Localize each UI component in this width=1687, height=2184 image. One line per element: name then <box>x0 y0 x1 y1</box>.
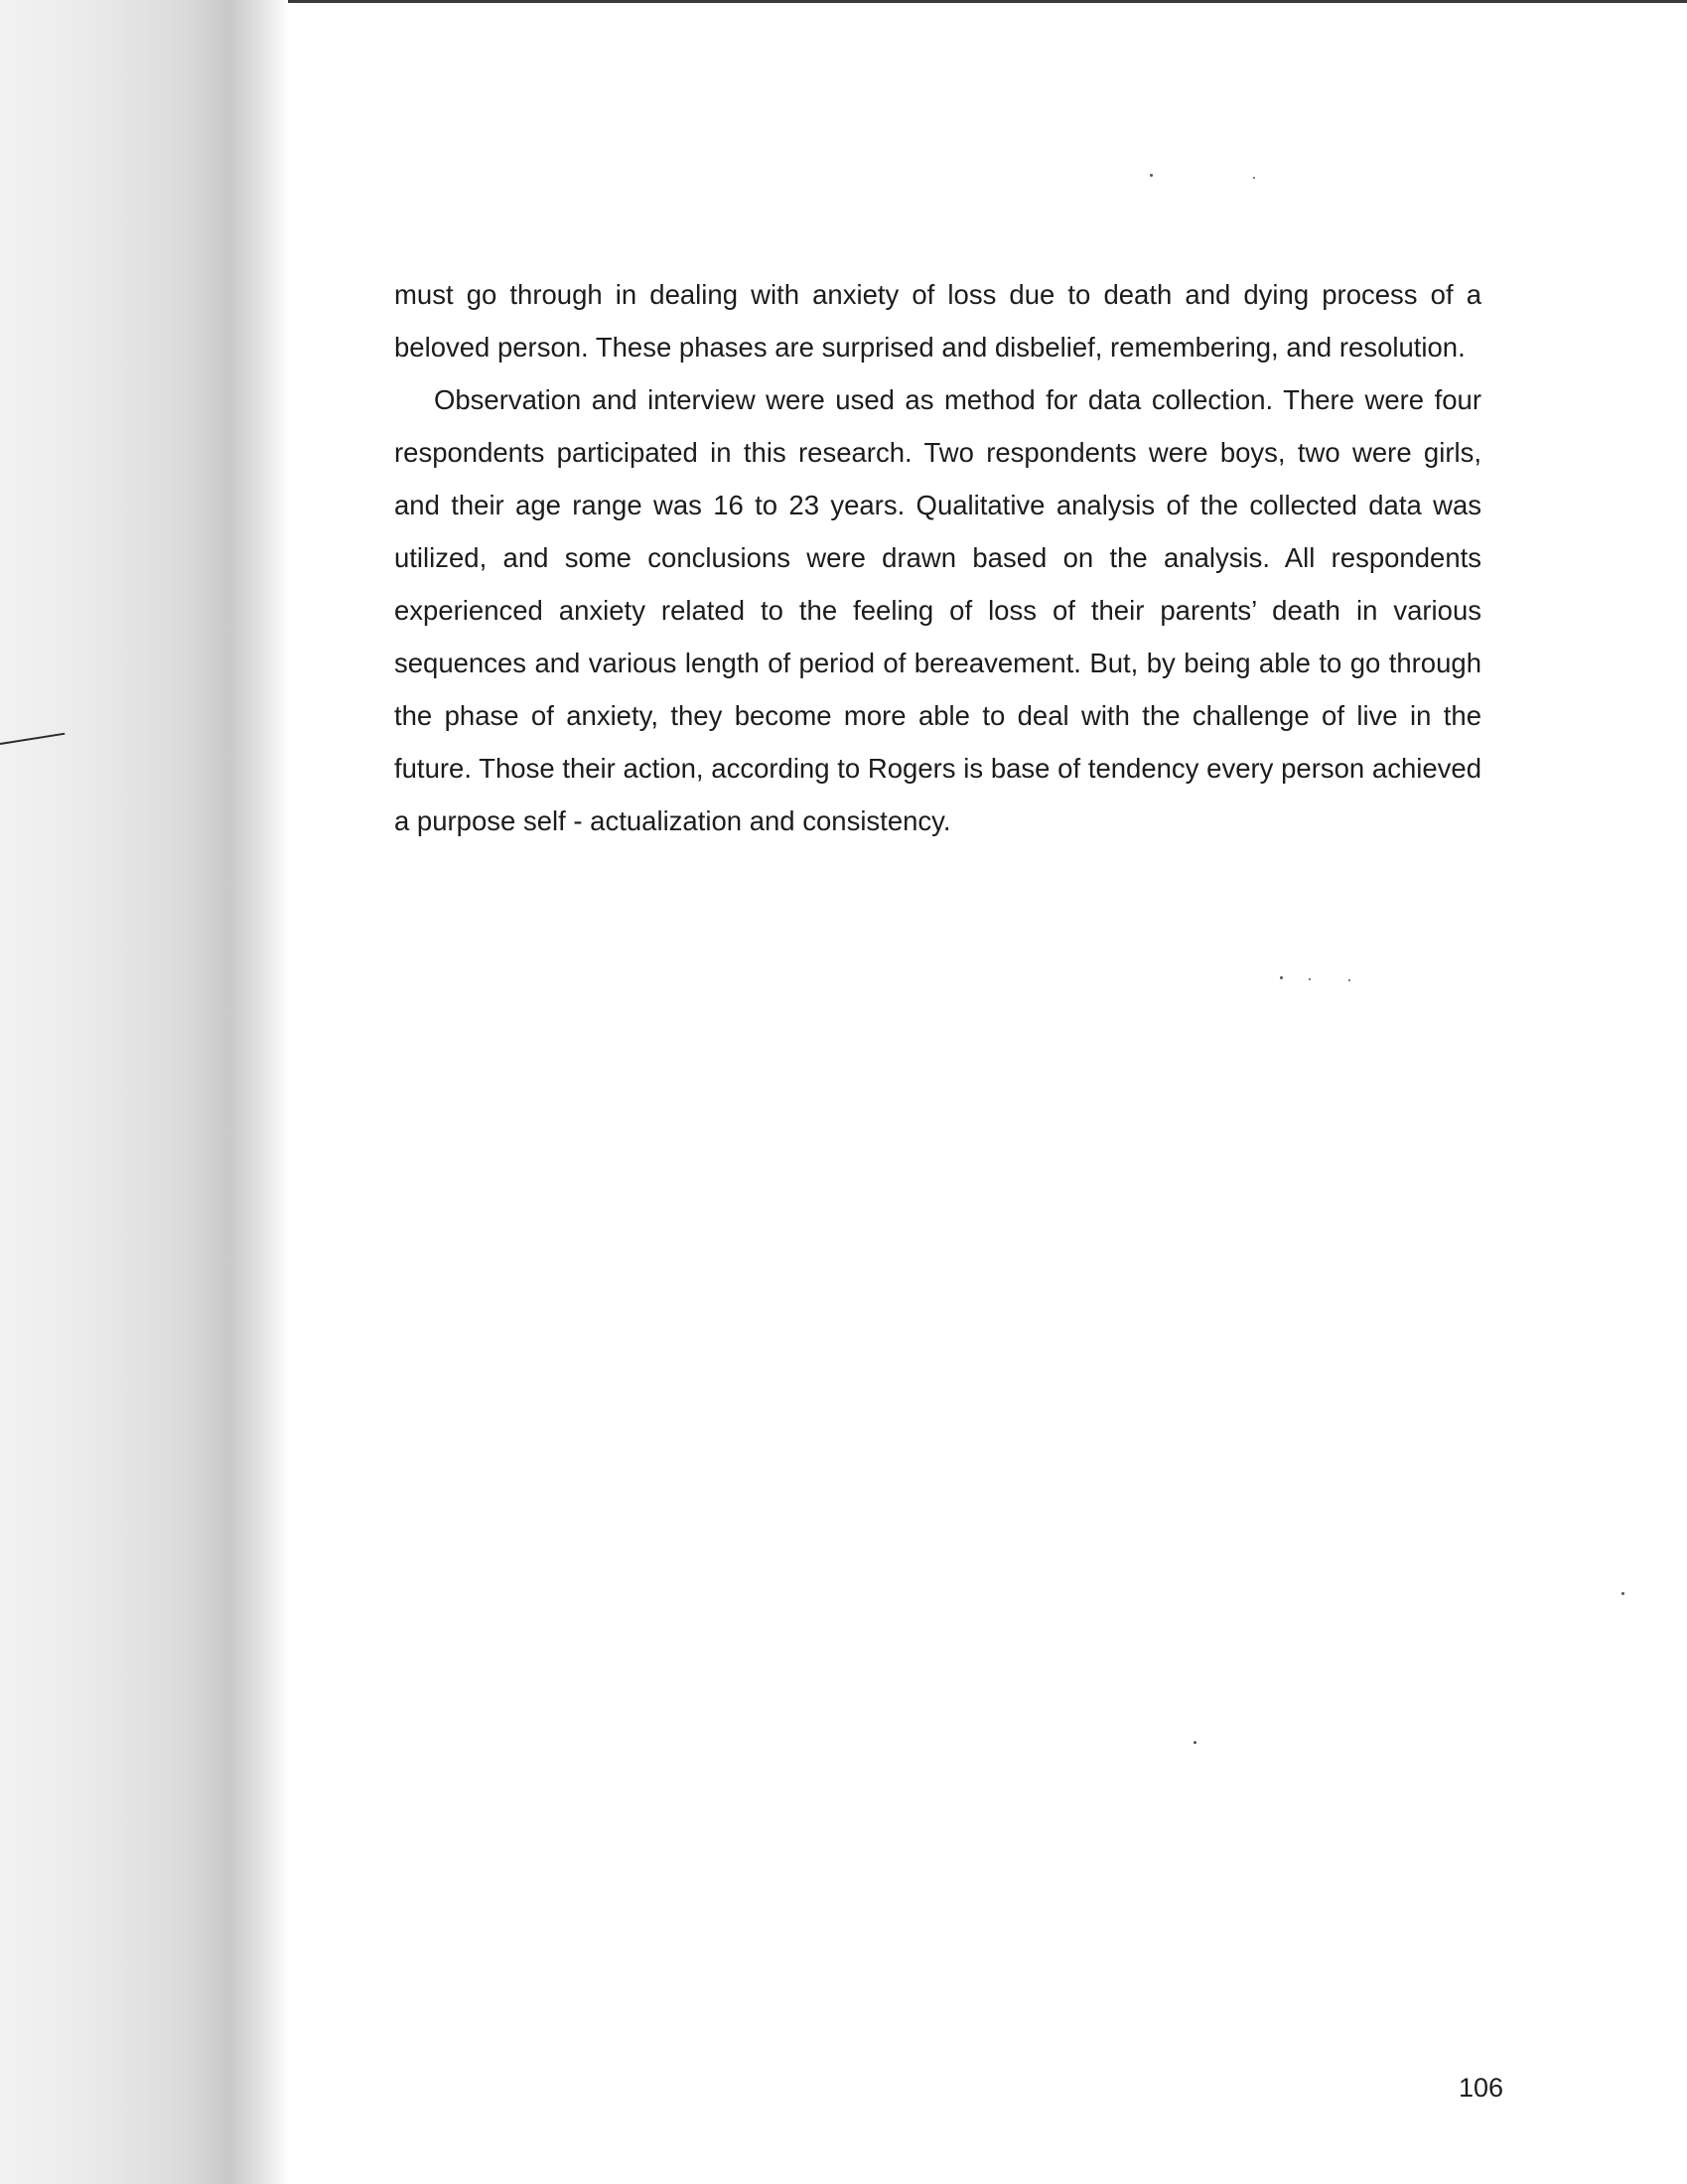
scan-speck <box>1348 979 1350 981</box>
page-number: 106 <box>1458 2073 1503 2103</box>
scan-speck <box>1280 976 1283 979</box>
scan-speck <box>1253 177 1255 179</box>
paragraph-methods: Observation and interview were used as method for data collection. There were four respondents participated in this research. Two respondents were boys, two were girls, and their age range was 16 to 23 years. Qualitative analysis of the collected data was utilized, and some conclusions were drawn based on the analysis. All respondents experienced anxiety related to the feeling of loss of their parents’ death in various sequences and various length of period of bereavement. But, by being able to go through the phase of anxiety, they become more able to deal with the challenge of live in the future. Those their action, according to Rogers is base of tendency every person achieved a purpose self - actualization and consistency. <box>394 384 1481 836</box>
scan-speck <box>1621 1592 1624 1595</box>
page-body <box>394 268 1481 847</box>
scan-speck <box>1150 174 1153 177</box>
paragraph-continuation: must go through in dealing with anxiety of loss due to death and dying process of a beloved person. These phases are surprised and disbelief, remembering, and resolution. <box>394 279 1481 363</box>
scan-speck <box>1194 1741 1196 1744</box>
binding-shadow <box>0 0 288 2184</box>
scan-speck <box>1309 978 1311 980</box>
scan-top-edge <box>288 0 1687 3</box>
